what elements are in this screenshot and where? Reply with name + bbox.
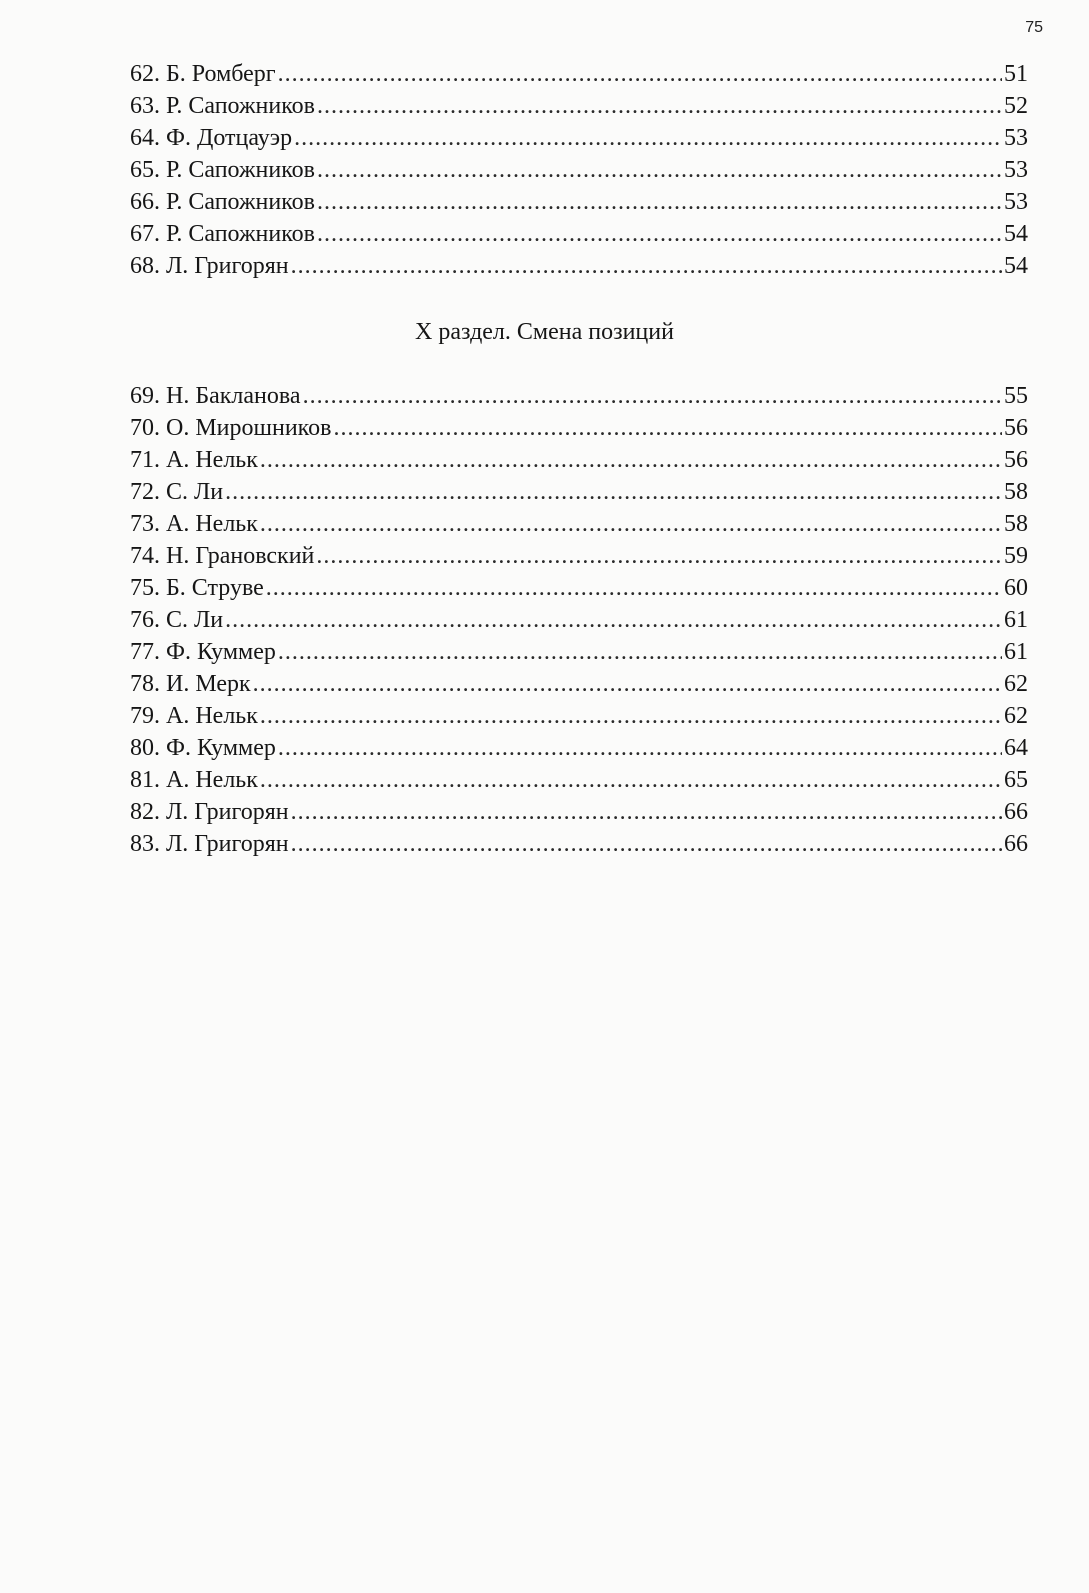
toc-entry-label: 80. Ф. Куммер <box>130 735 276 761</box>
toc-leader-dots <box>260 444 1002 476</box>
toc-entry <box>130 250 1028 282</box>
toc-entry-page: 51 <box>1004 61 1028 87</box>
toc-entry <box>130 380 1028 412</box>
toc-entry-page: 66 <box>1004 831 1028 857</box>
page-number: 75 <box>1025 19 1043 36</box>
toc-entry-page: 59 <box>1004 543 1028 569</box>
toc-entry-label: 71. А. Нельк <box>130 447 258 473</box>
toc-leader-dots <box>303 380 1002 412</box>
toc-leader-dots <box>317 186 1002 218</box>
toc-entry-page: 53 <box>1004 157 1028 183</box>
toc-entry-page: 61 <box>1004 607 1028 633</box>
toc-leader-dots <box>260 508 1002 540</box>
toc-entry <box>130 828 1028 860</box>
toc-entry <box>130 122 1028 154</box>
toc-leader-dots <box>291 828 1002 860</box>
toc-leader-dots <box>316 540 1002 572</box>
toc-entry-page: 54 <box>1004 221 1028 247</box>
toc-list-after <box>130 380 1028 860</box>
toc-entry-label: 65. Р. Сапожников <box>130 157 315 183</box>
toc-leader-dots <box>260 764 1002 796</box>
toc-leader-dots <box>266 572 1002 604</box>
toc-entry-label: 81. А. Нельк <box>130 767 258 793</box>
toc-entry <box>130 764 1028 796</box>
toc-entry <box>130 572 1028 604</box>
toc-entry-label: 68. Л. Григорян <box>130 253 289 279</box>
toc-entry-label: 72. С. Ли <box>130 479 224 505</box>
toc-list-before <box>130 58 1028 282</box>
toc-leader-dots <box>253 668 1002 700</box>
toc-entry-label: 77. Ф. Куммер <box>130 639 276 665</box>
toc-leader-dots <box>260 700 1002 732</box>
toc-entry-page: 53 <box>1004 189 1028 215</box>
toc-leader-dots <box>333 412 1002 444</box>
toc-entry <box>130 90 1028 122</box>
toc-entry-page: 56 <box>1004 447 1028 473</box>
toc-entry-label: 78. И. Мерк <box>130 671 251 697</box>
toc-entry <box>130 540 1028 572</box>
toc-leader-dots <box>225 604 1002 636</box>
toc-entry-page: 64 <box>1004 735 1028 761</box>
toc-entry-label: 66. Р. Сапожников <box>130 189 315 215</box>
toc-entry-label: 63. Р. Сапожников <box>130 93 315 119</box>
toc-entry-label: 69. Н. Бакланова <box>130 383 301 409</box>
toc-entry-label: 75. Б. Струве <box>130 575 264 601</box>
toc-entry <box>130 732 1028 764</box>
toc-leader-dots <box>278 58 1002 90</box>
toc-leader-dots <box>317 154 1002 186</box>
toc-entry-page: 65 <box>1004 767 1028 793</box>
toc-leader-dots <box>291 796 1002 828</box>
toc-entry-page: 53 <box>1004 125 1028 151</box>
section-heading: X раздел. Смена позиций <box>415 319 674 345</box>
toc-leader-dots <box>317 218 1002 250</box>
toc-leader-dots <box>291 250 1002 282</box>
toc-entry <box>130 508 1028 540</box>
toc-entry-page: 60 <box>1004 575 1028 601</box>
toc-entry <box>130 154 1028 186</box>
toc-entry-label: 79. А. Нельк <box>130 703 258 729</box>
toc-entry-page: 55 <box>1004 383 1028 409</box>
toc-entry-label: 74. Н. Грановский <box>130 543 315 569</box>
toc-entry-label: 76. С. Ли <box>130 607 224 633</box>
toc-entry-label: 73. А. Нельк <box>130 511 258 537</box>
toc-entry <box>130 412 1028 444</box>
toc-entry-page: 66 <box>1004 799 1028 825</box>
toc-leader-dots <box>294 122 1002 154</box>
toc-entry <box>130 58 1028 90</box>
toc-entry-page: 58 <box>1004 511 1028 537</box>
toc-leader-dots <box>278 636 1002 668</box>
toc-entry <box>130 668 1028 700</box>
toc-entry <box>130 796 1028 828</box>
toc-entry <box>130 604 1028 636</box>
toc-leader-dots <box>317 90 1002 122</box>
toc-leader-dots <box>225 476 1002 508</box>
toc-entry-label: 70. О. Мирошников <box>130 415 332 441</box>
toc-entry-page: 62 <box>1004 671 1028 697</box>
toc-entry <box>130 444 1028 476</box>
toc-entry-label: 82. Л. Григорян <box>130 799 289 825</box>
toc-entry <box>130 700 1028 732</box>
toc-entry-label: 67. Р. Сапожников <box>130 221 315 247</box>
toc-entry-page: 61 <box>1004 639 1028 665</box>
toc-entry <box>130 186 1028 218</box>
toc-entry <box>130 476 1028 508</box>
toc-entry-page: 62 <box>1004 703 1028 729</box>
toc-entry-page: 54 <box>1004 253 1028 279</box>
toc-entry-label: 64. Ф. Дотцауэр <box>130 125 293 151</box>
toc-leader-dots <box>278 732 1002 764</box>
toc-entry-label: 62. Б. Ромберг <box>130 61 276 87</box>
toc-entry-label: 83. Л. Григорян <box>130 831 289 857</box>
toc-entry-page: 56 <box>1004 415 1028 441</box>
toc-entry-page: 52 <box>1004 93 1028 119</box>
toc-entry <box>130 636 1028 668</box>
toc-entry-page: 58 <box>1004 479 1028 505</box>
toc-entry <box>130 218 1028 250</box>
